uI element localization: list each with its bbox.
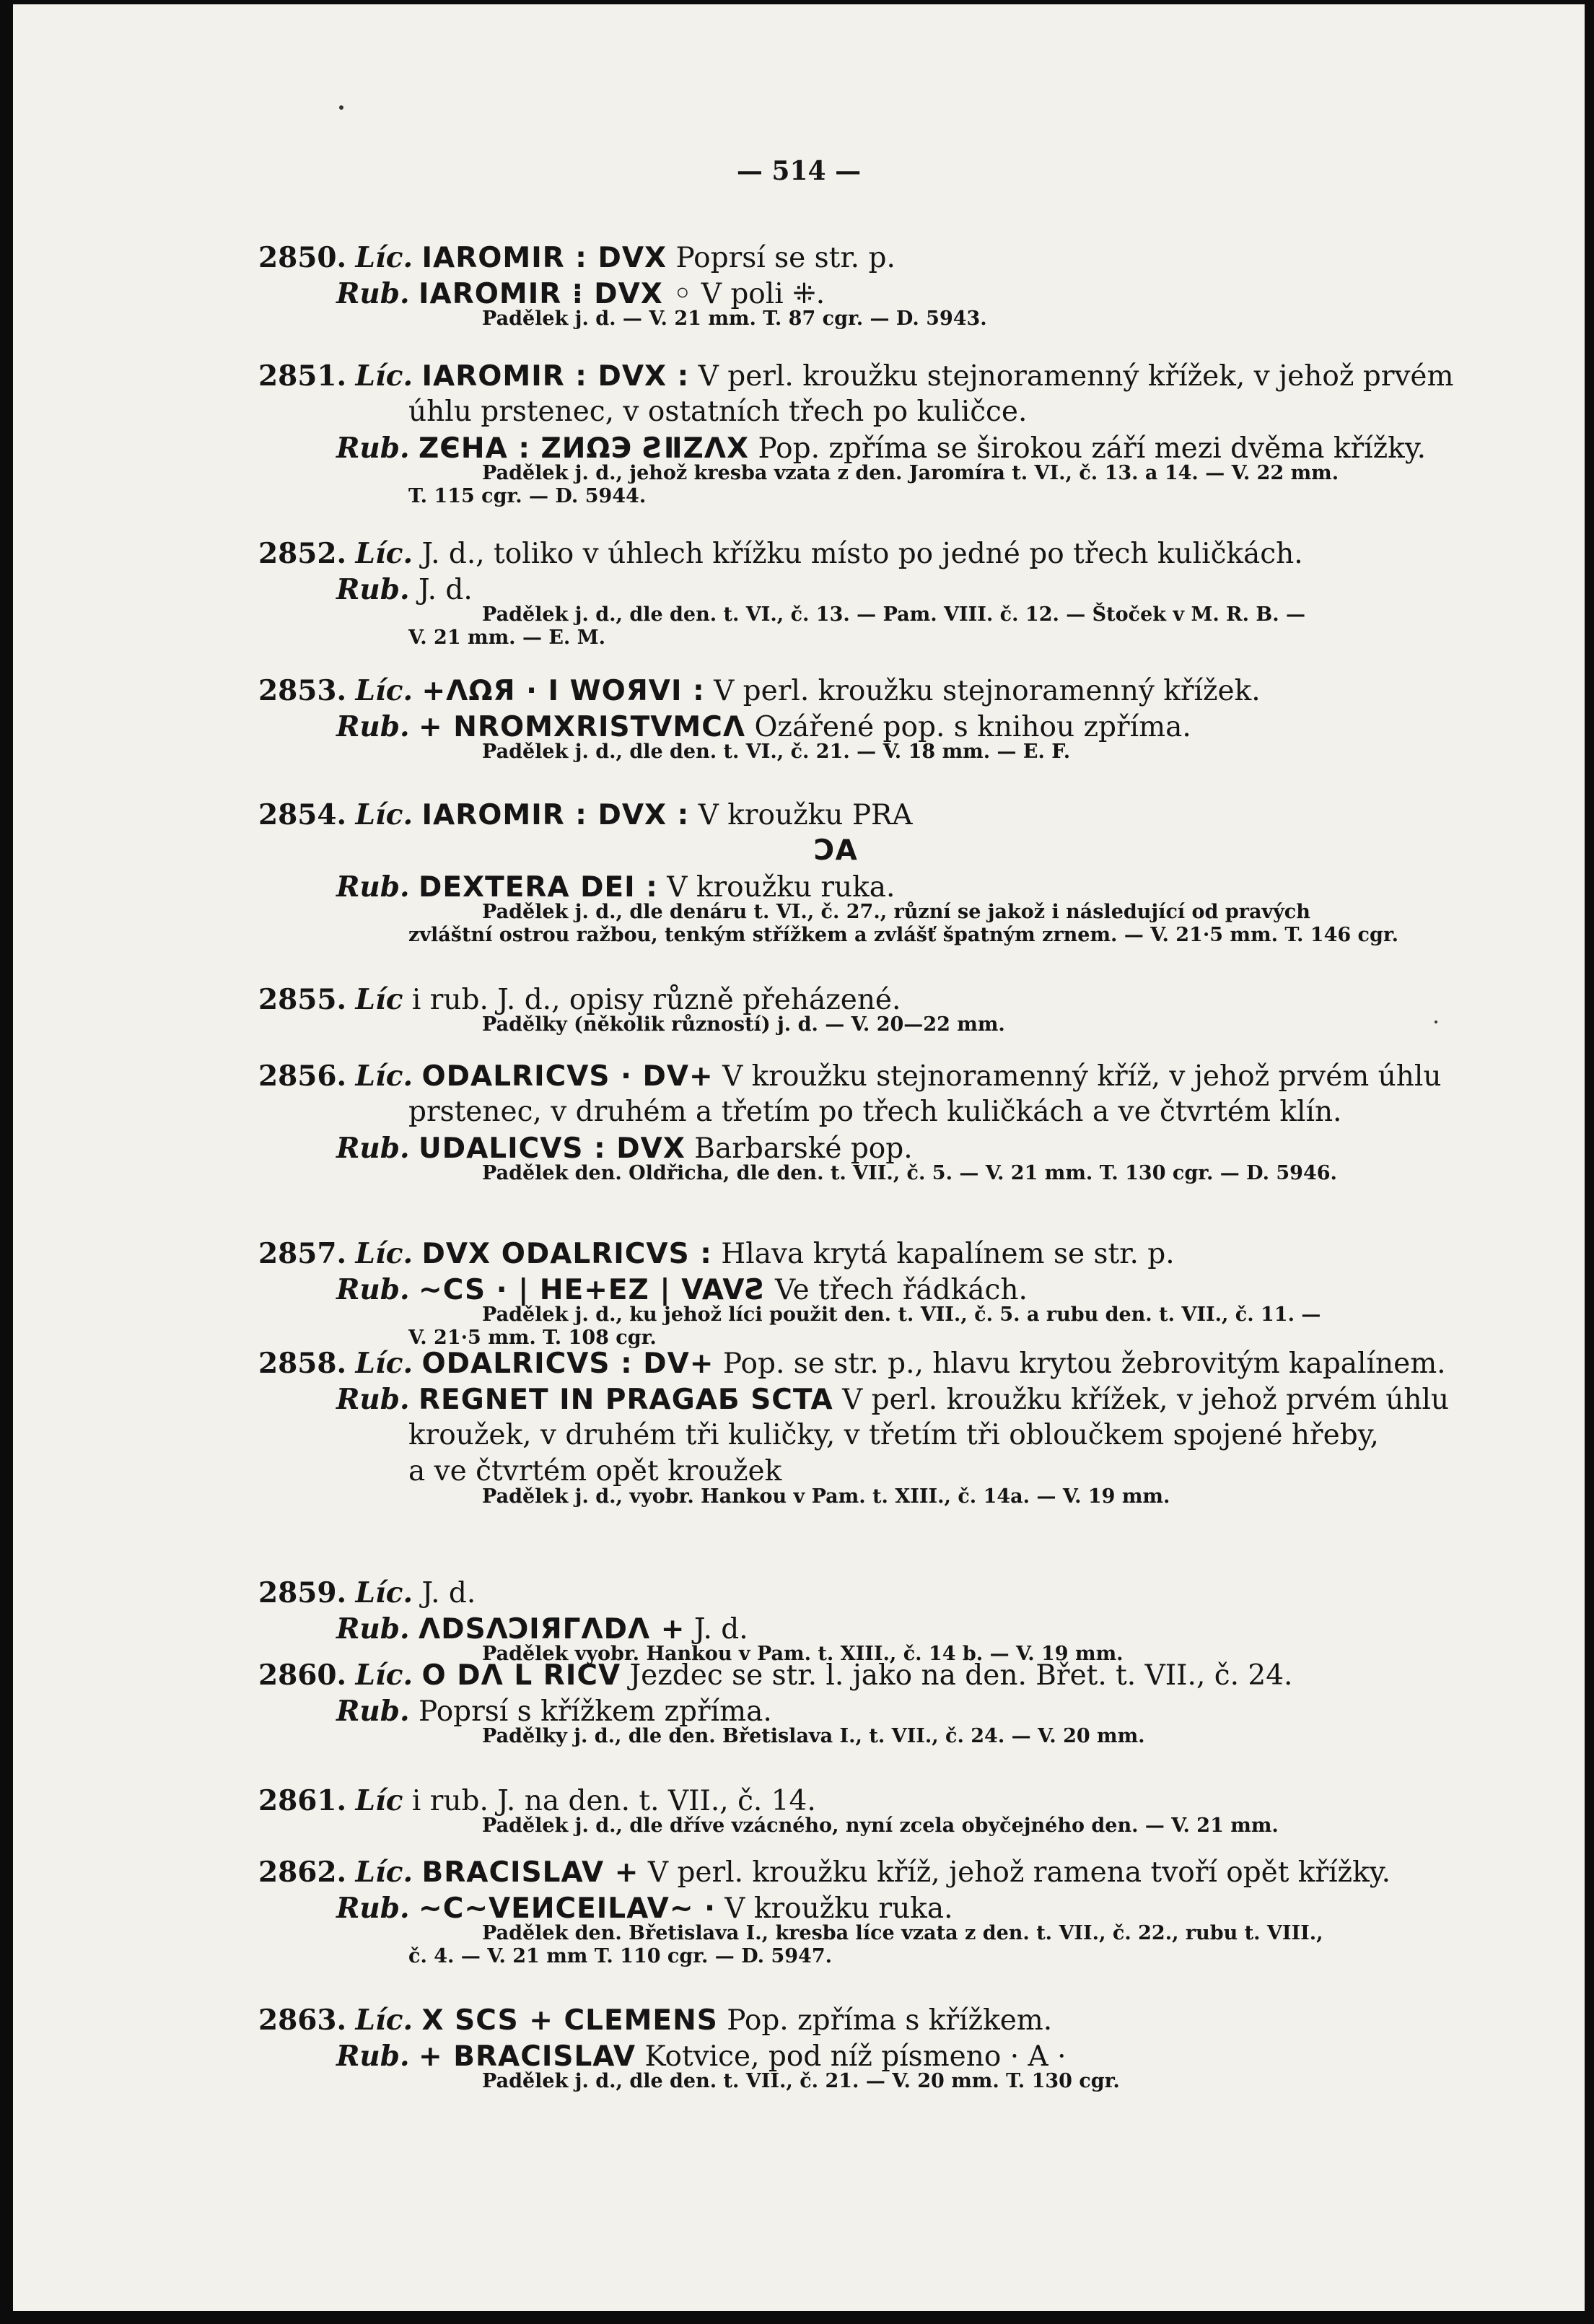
entry-line <box>814 834 858 868</box>
description-text: Hlava krytá kapalínem se str. p. <box>721 1238 1175 1270</box>
reverse-label: Rub. <box>336 1892 410 1925</box>
reverse-label: Rub. <box>336 710 410 743</box>
description-text: Barbarské pop. <box>694 1132 913 1165</box>
reverse-label: Rub. <box>336 432 410 465</box>
description-text: Kotvice, pod níž písmeno · A · <box>644 2040 1067 2073</box>
description-text: V perl. kroužku stejnoramenný křížek. <box>714 675 1261 707</box>
coin-legend: DVX ODALRICVS : <box>421 1238 712 1270</box>
obverse-label: Líc <box>355 983 403 1016</box>
reverse-label: Rub. <box>336 2040 410 2073</box>
entry-line <box>258 1659 1292 1692</box>
entry-note: Padělky (několik růzností) j. d. — V. 20—22 mm. <box>482 1013 1005 1036</box>
entry-note: Padělky j. d., dle den. Břetislava I., t. VII., č. 24. — V. 20 mm. <box>482 1725 1145 1747</box>
reverse-label: Rub. <box>336 1695 410 1728</box>
entry-line <box>408 1419 1379 1452</box>
entry-line <box>258 1576 476 1610</box>
description-text: prstenec, v druhém a třetím po třech kuličkách a ve čtvrtém klín. <box>408 1096 1342 1128</box>
description-text: V kroužku stejnoramenný kříž, v jehož prvém úhlu <box>722 1060 1442 1093</box>
entry-line <box>258 241 895 275</box>
entry-note: Padělek j. d. — V. 21 mm. T. 87 cgr. — D. 5943. <box>482 307 987 330</box>
entry-number: 2851. <box>258 359 347 393</box>
obverse-label: Líc. <box>355 1856 413 1889</box>
entry-note: Padělek j. d., ku jehož líci použit den. t. VII., č. 5. a rubu den. t. VII., č. 11. — <box>482 1303 1321 1326</box>
description-text: V kroužku ruka. <box>667 871 895 904</box>
description-text: Poprsí se str. p. <box>675 242 895 274</box>
entry-line <box>258 1784 816 1818</box>
obverse-label: Líc. <box>355 1060 413 1093</box>
catalogue-entries <box>13 4 1585 2311</box>
entry-number: 2850. <box>258 241 347 274</box>
coin-legend: UDALICVS : DVX <box>419 1132 686 1165</box>
entry-line <box>336 2040 1067 2074</box>
entry-line <box>408 1455 781 1488</box>
entry-note: V. 21 mm. — E. M. <box>408 626 606 649</box>
obverse-label: Líc. <box>355 1576 413 1609</box>
obverse-label: Líc. <box>355 1659 413 1692</box>
coin-legend: ZЄHA : ZИΩЭ ƧⅡZΛX <box>419 432 750 465</box>
entry-line <box>336 432 1426 466</box>
coin-legend: ΛDSΛϽIЯΓΛDΛ + <box>419 1613 686 1646</box>
description-text: Pop. se str. p., hlavu krytou žebrovitým kapalínem. <box>722 1347 1446 1380</box>
obverse-label: Líc. <box>355 1347 413 1380</box>
entry-line <box>258 359 1454 393</box>
description-text: V poli ⁜. <box>701 278 826 310</box>
obverse-label: Líc. <box>355 359 413 393</box>
coin-legend: ODALRICVS : DV+ <box>421 1347 714 1380</box>
page-number: — 514 — <box>736 156 862 186</box>
entry-line <box>336 1612 748 1646</box>
entry-line <box>336 277 825 311</box>
reverse-label: Rub. <box>336 277 410 310</box>
obverse-label: Líc. <box>355 674 413 707</box>
coin-legend: X SCS + CLEMENS <box>421 2004 718 2037</box>
entry-note: Padělek den. Oldřicha, dle den. t. VII., č. 5. — V. 21 mm. T. 130 cgr. — D. 5946. <box>482 1162 1337 1184</box>
description-text: kroužek, v druhém tři kuličky, v třetím tři obloučkem spojené hřeby, <box>408 1419 1379 1451</box>
coin-legend: + BRACISLAV <box>419 2040 636 2073</box>
description-text: i rub. J. d., opisy různě přeházené. <box>411 984 901 1016</box>
entry-note: Padělek j. d., dle denáru t. VI., č. 27., různí se jakož i následující od pravých <box>482 901 1310 923</box>
description-text: Poprsí s křížkem zpříma. <box>419 1695 772 1728</box>
description-text: J. d., toliko v úhlech křížku místo po jedné po třech kuličkách. <box>421 538 1303 570</box>
entry-note: V. 21·5 mm. T. 108 cgr. <box>408 1327 657 1349</box>
entry-note: zvláštní ostrou ražbou, tenkým střížkem a zvlášť špatným zrnem. — V. 21·5 mm. T. 146 cgr. <box>408 924 1399 946</box>
entry-note: Padělek j. d., dle den. t. VII., č. 21. — V. 20 mm. T. 130 cgr. <box>482 2070 1120 2092</box>
entry-line <box>336 1892 953 1926</box>
entry-line <box>336 870 895 904</box>
reverse-label: Rub. <box>336 1273 410 1306</box>
entry-line <box>408 1096 1341 1129</box>
description-text: V perl. kroužku křížek, v jehož prvém úhlu <box>842 1384 1450 1416</box>
print-speck <box>1435 1021 1437 1023</box>
reverse-label: Rub. <box>336 1383 410 1416</box>
coin-legend: IAROMIR : DVX : <box>421 360 690 393</box>
entry-number: 2856. <box>258 1060 347 1093</box>
description-text: V perl. kroužku kříž, jehož ramena tvoří opět křížky. <box>647 1856 1391 1889</box>
entry-line <box>258 537 1303 571</box>
entry-line <box>258 674 1261 708</box>
entry-number: 2853. <box>258 674 347 707</box>
entry-note: Padělek j. d., dle dříve vzácného, nyní zcela obyčejného den. — V. 21 mm. <box>482 1814 1279 1837</box>
obverse-label: Líc. <box>355 1237 413 1270</box>
entry-line <box>336 1132 913 1166</box>
entry-note: Padělek j. d., dle den. t. VI., č. 21. — V. 18 mm. — E. F. <box>482 741 1071 763</box>
entry-line <box>258 2004 1052 2037</box>
entry-number: 2861. <box>258 1784 347 1817</box>
entry-line <box>336 1383 1449 1417</box>
entry-line <box>258 1237 1175 1271</box>
coin-legend: BRACISLAV + <box>421 1856 639 1889</box>
description-text: Ve třech řádkách. <box>774 1274 1028 1306</box>
coin-legend: ODALRICVS · DV+ <box>421 1060 714 1093</box>
entry-number: 2859. <box>258 1576 347 1609</box>
entry-line <box>258 1347 1446 1381</box>
obverse-label: Líc <box>355 1784 403 1817</box>
description-text: i rub. J. na den. t. VII., č. 14. <box>411 1785 816 1817</box>
entry-line <box>258 983 901 1017</box>
reverse-label: Rub. <box>336 1132 410 1165</box>
entry-line <box>336 1273 1028 1307</box>
description-text: V kroužku PRA <box>698 799 913 831</box>
entry-line <box>336 1695 772 1729</box>
coin-legend: IAROMIR : DVX : <box>421 799 690 831</box>
entry-line <box>408 396 1027 429</box>
entry-number: 2857. <box>258 1237 347 1270</box>
coin-legend: ~CS · | HE+EZ | VAVƧ <box>419 1274 766 1306</box>
description-text: Ozářené pop. s knihou zpříma. <box>754 711 1191 743</box>
reverse-label: Rub. <box>336 1612 410 1646</box>
entry-line <box>336 573 473 607</box>
description-text: J. d. <box>419 574 473 606</box>
description-text: V kroužku ruka. <box>724 1892 953 1925</box>
entry-note: Padělek den. Břetislava I., kresba líce vzata z den. t. VII., č. 22., rubu t. VIII., <box>482 1922 1323 1944</box>
description-text: Pop. zpříma se širokou září mezi dvěma křížky. <box>758 432 1427 465</box>
obverse-label: Líc. <box>355 537 413 570</box>
coin-legend: IAROMIR ⁝ DVX ◦ <box>419 278 693 310</box>
entry-number: 2863. <box>258 2004 347 2037</box>
entry-number: 2858. <box>258 1347 347 1380</box>
description-text: a ve čtvrtém opět kroužek <box>408 1455 782 1488</box>
entry-line <box>336 710 1191 744</box>
coin-legend: IAROMIR : DVX <box>421 242 667 274</box>
entry-number: 2860. <box>258 1659 347 1692</box>
obverse-label: Líc. <box>355 798 413 831</box>
coin-legend: + NROMXRISTVMCΛ <box>419 711 746 743</box>
obverse-label: Líc. <box>355 2004 413 2037</box>
coin-legend: REGNET IN PRAGAБ SCTA <box>419 1384 833 1416</box>
entry-number: 2852. <box>258 537 347 570</box>
description-text: úhlu prstenec, v ostatních třech po kuličce. <box>408 396 1028 428</box>
description-text: Pop. zpříma s křížkem. <box>727 2004 1053 2037</box>
description-text: V perl. kroužku stejnoramenný křížek, v jehož prvém <box>698 360 1454 393</box>
coin-legend: DEXTERA DEI : <box>419 871 658 904</box>
entry-note: T. 115 cgr. — D. 5944. <box>408 485 647 507</box>
book-page <box>13 4 1585 2311</box>
entry-note: Padělek j. d., dle den. t. VI., č. 13. — Pam. VIII. č. 12. — Štoček v M. R. B. — <box>482 603 1306 626</box>
coin-legend: ~C~VEИCEILAV~ · <box>419 1892 716 1925</box>
description-text: Jezdec se str. l. jako na den. Břet. t. VII., č. 24. <box>629 1659 1293 1692</box>
entry-line <box>258 798 913 832</box>
print-speck <box>339 105 343 110</box>
reverse-label: Rub. <box>336 573 410 606</box>
entry-line <box>258 1856 1391 1890</box>
description-text: J. d. <box>421 1577 476 1609</box>
coin-legend: +ΛΩЯ · I WOЯVI : <box>421 675 705 707</box>
entry-line <box>258 1060 1441 1093</box>
entry-note: Padělek j. d., vyobr. Hankou v Pam. t. XIII., č. 14a. — V. 19 mm. <box>482 1485 1170 1508</box>
reverse-label: Rub. <box>336 870 410 904</box>
entry-number: 2862. <box>258 1856 347 1889</box>
entry-number: 2854. <box>258 798 347 831</box>
entry-note: Padělek j. d., jehož kresba vzata z den. Jaromíra t. VI., č. 13. a 14. — V. 22 mm. <box>482 462 1339 484</box>
obverse-label: Líc. <box>355 241 413 274</box>
coin-legend: O DΛ L RICV <box>421 1659 621 1692</box>
entry-note: č. 4. — V. 21 mm T. 110 cgr. — D. 5947. <box>408 1945 832 1967</box>
entry-number: 2855. <box>258 983 347 1016</box>
description-text: J. d. <box>693 1613 748 1646</box>
coin-legend: ƆA <box>814 834 858 867</box>
entry-note: Padělek vyobr. Hankou v Pam. t. XIII., č. 14 b. — V. 19 mm. <box>482 1643 1124 1665</box>
